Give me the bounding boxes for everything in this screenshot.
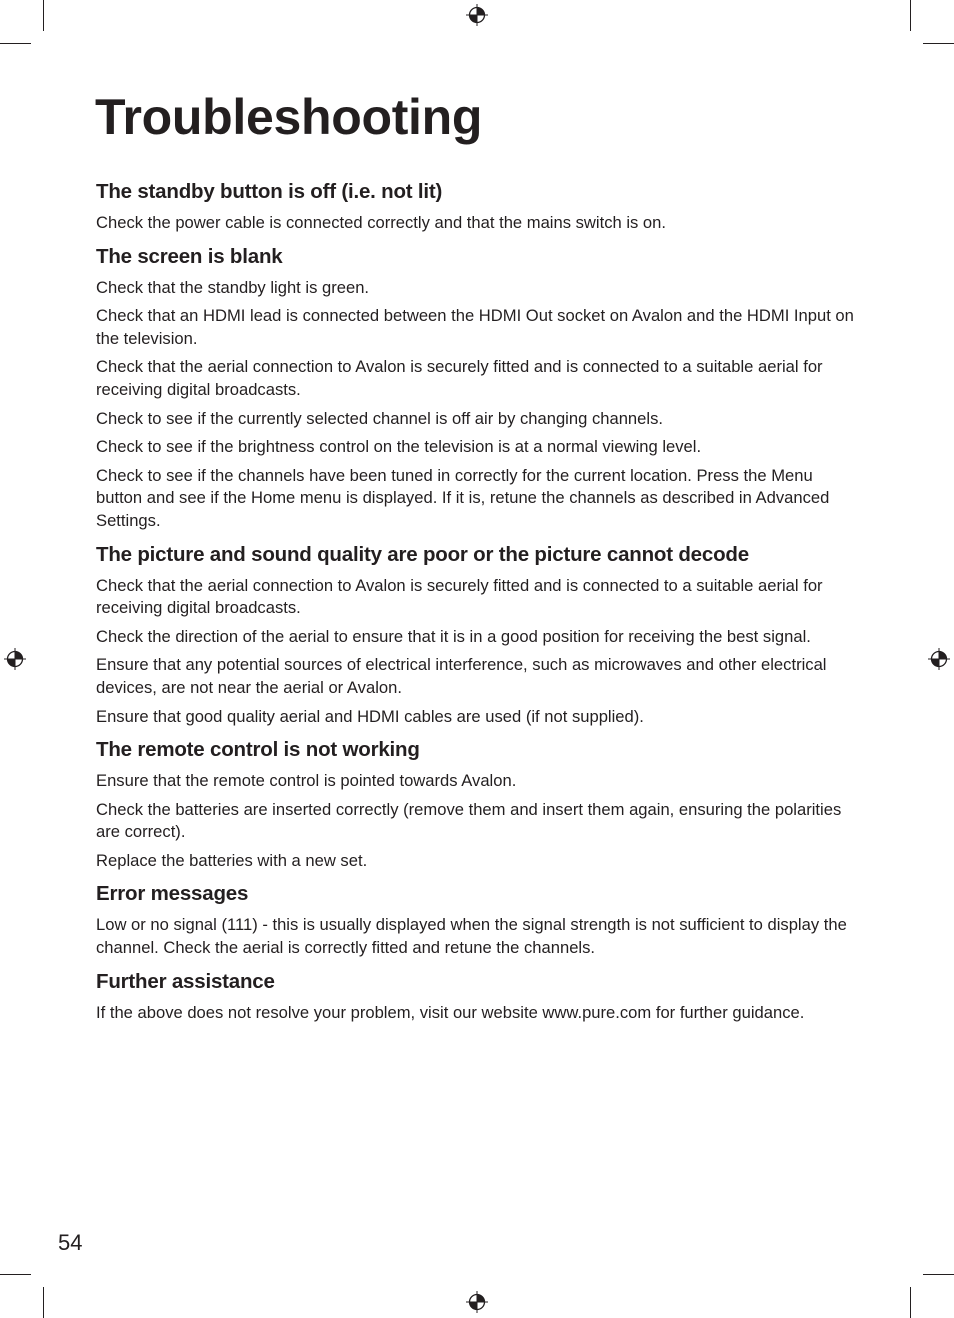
registration-mark-icon [4, 648, 26, 670]
section-heading: Further assistance [96, 969, 275, 993]
registration-mark-icon [466, 1291, 488, 1313]
section-heading: Error messages [96, 882, 249, 906]
section-screen-blank [96, 243, 861, 533]
paragraph: Ensure that the remote control is pointed towards Avalon. [96, 771, 517, 791]
paragraph: Ensure that any potential sources of electrical interference, such as microwaves and other electrical devices, are not near the aerial or Avalon. [96, 655, 827, 697]
page-number: 54 [58, 1230, 83, 1255]
section-remote-control [96, 736, 861, 872]
section-heading: The standby button is off (i.e. not lit) [96, 180, 443, 203]
paragraph: Check to see if the currently selected channel is off air by changing channels. [96, 408, 663, 428]
troubleshooting-content [96, 178, 861, 1032]
crop-mark-top-left-vertical [43, 0, 44, 31]
section-standby-button [96, 178, 861, 235]
crop-mark-bottom-left-horizontal [0, 1274, 31, 1275]
registration-mark-icon [466, 4, 488, 26]
section-heading: The picture and sound quality are poor or the picture cannot decode [96, 542, 749, 566]
paragraph: Check the power cable is connected correctly and that the mains switch is on. [96, 213, 667, 232]
paragraph: Check the direction of the aerial to ensure that it is in a good position for receiving the best signal. [96, 626, 811, 646]
crop-mark-top-right-horizontal [923, 43, 954, 44]
paragraph: If the above does not resolve your problem, visit our website www.pure.com for further guidance. [96, 1002, 805, 1022]
section-picture-sound-quality [96, 541, 861, 729]
paragraph: Replace the batteries with a new set. [96, 850, 368, 870]
crop-mark-top-right-vertical [910, 0, 911, 31]
paragraph: Check to see if the brightness control on the television is at a normal viewing level. [96, 437, 702, 457]
crop-mark-bottom-right-horizontal [923, 1274, 954, 1275]
paragraph: Check the batteries are inserted correctly (remove them and insert them again, ensuring the polarities are correct). [96, 799, 842, 842]
paragraph: Check that the standby light is green. [96, 277, 370, 297]
paragraph: Check to see if the channels have been tuned in correctly for the current location. Press the Menu button and see if the Home menu is displayed. If it is, retune the channels as described in Advanced Settings. [96, 465, 830, 530]
section-error-messages [96, 880, 861, 959]
paragraph: Ensure that good quality aerial and HDMI cables are used (if not supplied). [96, 706, 644, 726]
section-further-assistance [96, 968, 861, 1025]
paragraph: Low or no signal (111) - this is usually displayed when the signal strength is not sufficient to display the channel. Check the aerial is correctly fitted and retune the channels. [96, 915, 847, 958]
section-heading: The screen is blank [96, 244, 283, 268]
crop-mark-top-left-horizontal [0, 43, 31, 44]
page-title: Troubleshooting [95, 89, 483, 145]
registration-mark-icon [928, 648, 950, 670]
paragraph: Check that the aerial connection to Avalon is securely fitted and is connected to a suitable aerial for receiving digital broadcasts. [96, 575, 823, 618]
crop-mark-bottom-left-vertical [43, 1287, 44, 1318]
paragraph: Check that an HDMI lead is connected between the HDMI Out socket on Avalon and the HDMI Input on the television. [96, 306, 854, 348]
section-heading: The remote control is not working [96, 738, 420, 762]
paragraph: Check that the aerial connection to Avalon is securely fitted and is connected to a suitable aerial for receiving digital broadcasts. [96, 357, 823, 399]
crop-mark-bottom-right-vertical [910, 1287, 911, 1318]
